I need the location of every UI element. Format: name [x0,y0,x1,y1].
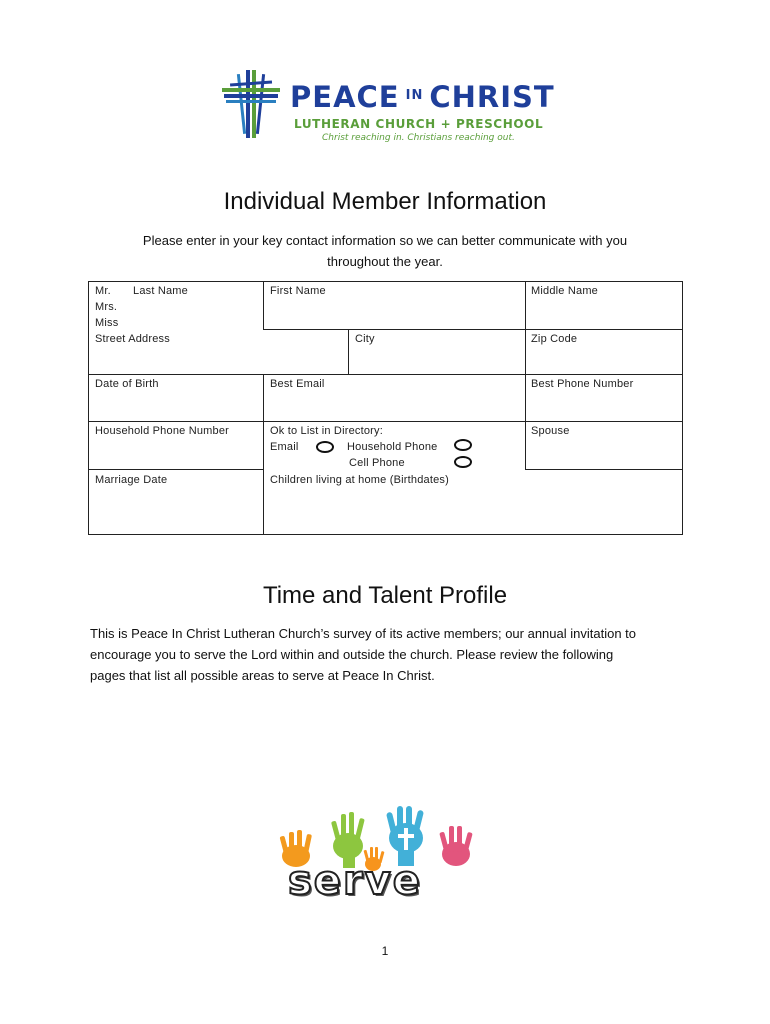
talent-line-1: This is Peace In Christ Lutheran Church’s survey of its active members; our annual invitation to [90,626,637,641]
children-label: Children living at home (Birthdates) [270,474,449,486]
cell-phone-radio[interactable] [454,456,472,468]
member-info-intro [90,230,680,272]
logo-name-part1: PEACE [290,80,400,114]
date-of-birth-label: Date of Birth [95,378,159,390]
ok-to-list-label: Ok to List in Directory: [270,425,383,437]
street-address-label: Street Address [95,333,170,345]
talent-profile-text [90,623,690,686]
intro-line-1: Please enter in your key contact information so we can better communicate with you [142,233,628,248]
logo-name-in: IN [405,88,424,103]
page-number: 1 [381,944,389,958]
member-info-title: Individual Member Information [223,188,547,215]
spouse-label: Spouse [531,425,570,437]
talent-line-3: pages that list all possible areas to serve at Peace In Christ. [90,668,435,683]
talent-profile-title: Time and Talent Profile [262,582,508,609]
logo-tagline: Christ reaching in. Christians reaching out. [322,133,515,143]
option-household-phone-label: Household Phone [347,441,438,453]
option-email-label: Email [270,441,299,453]
salutation-miss[interactable]: Miss [95,317,119,329]
logo-subtitle: LUTHERAN CHURCH + PRESCHOOL [294,117,544,131]
last-name-label: Last Name [133,285,188,297]
zip-code-label: Zip Code [531,333,578,345]
city-label: City [355,333,375,345]
household-phone-number-label: Household Phone Number [95,425,230,437]
salutation-mr[interactable]: Mr. [95,285,111,297]
best-phone-label: Best Phone Number [531,378,634,390]
option-cell-phone-label: Cell Phone [349,457,405,469]
talent-line-2: encourage you to serve the Lord within and outside the church. Please review the following [90,647,614,662]
email-radio[interactable] [316,441,334,453]
salutation-mrs[interactable]: Mrs. [95,301,118,313]
first-name-label: First Name [270,285,326,297]
logo-name-part2: CHRIST [429,80,555,114]
church-logo [222,68,555,148]
marriage-date-label: Marriage Date [95,474,168,486]
cross-logo-icon [222,70,280,138]
serve-word: serve [288,858,422,904]
serve-graphic [276,806,486,904]
best-email-label: Best Email [270,378,325,390]
household-phone-radio[interactable] [454,439,472,451]
intro-line-2: throughout the year. [327,254,443,269]
middle-name-label: Middle Name [531,285,599,297]
